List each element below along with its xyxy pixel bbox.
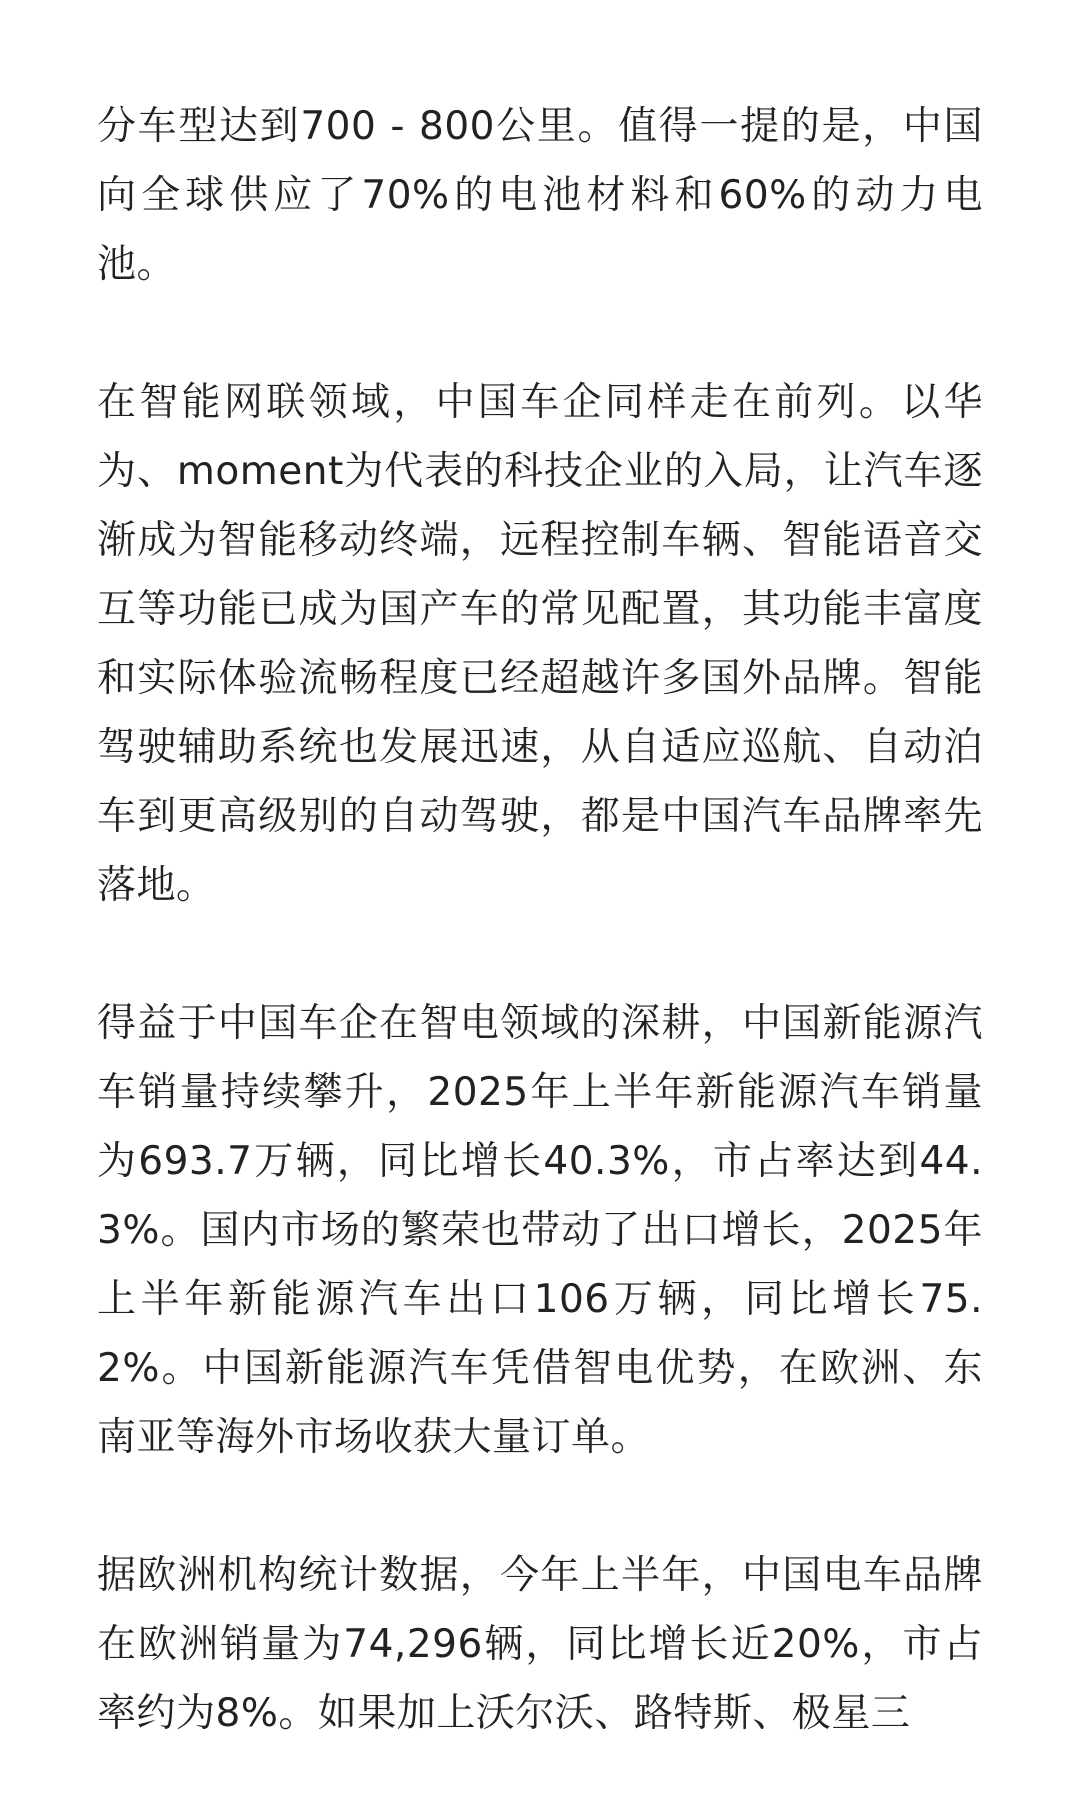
paragraph-battery: 分车型达到700 - 800公里。值得一提的是，中国向全球供应了70%的电池材料和60%的动力电池。 — [97, 104, 983, 287]
article-body — [97, 92, 983, 1817]
paragraph-europe-sales: 据欧洲机构统计数据，今年上半年，中国电车品牌在欧洲销量为74,296辆，同比增长近20%，市占率约为8%。如果加上沃尔沃、路特斯、极星三 — [97, 1553, 983, 1736]
paragraph-sales-growth: 得益于中国车企在智电领域的深耕，中国新能源汽车销量持续攀升，2025年上半年新能源汽车销量为693.7万辆，同比增长40.3%，市占率达到44.3%。国内市场的繁荣也带动了出口增长，2025年上半年新能源汽车出口106万辆，同比增长75.2%。中国新能源汽车凭借智电优势，在欧洲、东南亚等海外市场收获大量订单。 — [97, 1001, 983, 1460]
paragraph-smart-connectivity: 在智能网联领域，中国车企同样走在前列。以华为、moment为代表的科技企业的入局，让汽车逐渐成为智能移动终端，远程控制车辆、智能语音交互等功能已成为国产车的常见配置，其功能丰富度和实际体验流畅程度已经超越许多国外品牌。智能驾驶辅助系统也发展迅速，从自适应巡航、自动泊车到更高级别的自动驾驶，都是中国汽车品牌率先落地。 — [97, 380, 983, 908]
